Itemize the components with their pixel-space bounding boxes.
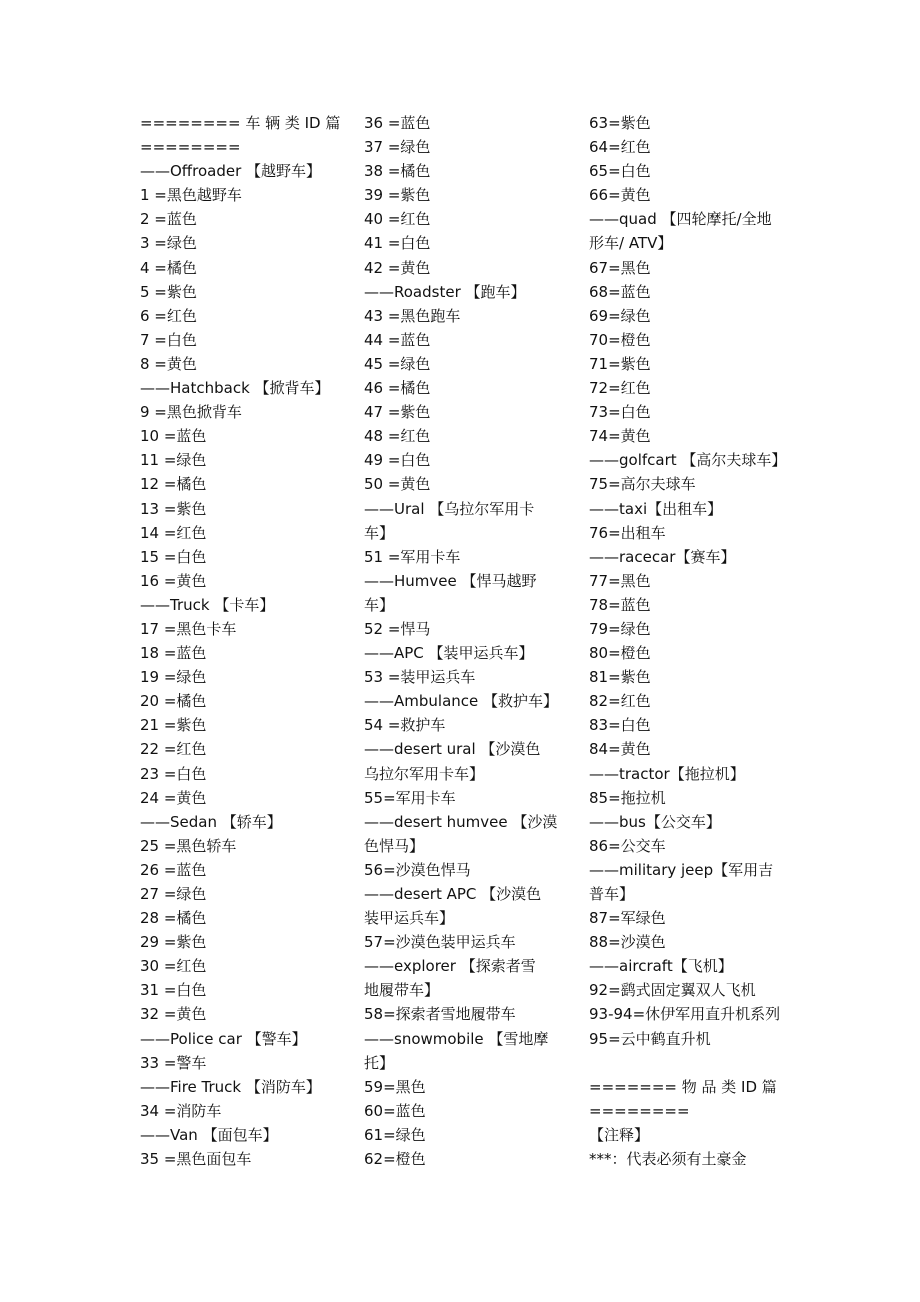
text-line: ——desert humvee 【沙漠 [364,812,558,831]
text-line: ——Sedan 【轿车】 [140,812,282,831]
text-line: ——Humvee 【悍马越野 [364,571,537,590]
text-line: ***：代表必须有土豪金 [589,1150,747,1169]
text-line: 92=鹞式固定翼双人飞机 [589,981,756,1000]
text-line: 45 =绿色 [364,354,431,373]
text-line: 9 =黑色掀背车 [140,403,242,422]
text-line: 装甲运兵车】 [364,909,455,928]
text-line: ======== 车 辆 类 ID 篇 [140,114,340,132]
text-line: 78=蓝色 [589,595,651,614]
text-line: 16 =黄色 [140,571,207,590]
text-line: 24 =黄色 [140,788,207,807]
text-line: 39 =紫色 [364,186,431,205]
text-line [589,1051,794,1075]
text-line: 61=绿色 [364,1125,426,1144]
text-line: 53 =装甲运兵车 [364,668,476,687]
text-line: 5 =紫色 [140,282,197,301]
text-column-1 [140,111,340,1171]
text-line: 87=军绿色 [589,909,666,928]
text-line: 11 =绿色 [140,451,207,470]
text-line: ======== [140,138,241,157]
text-line: 51 =军用卡车 [364,547,461,566]
text-line: 85=拖拉机 [589,788,666,807]
text-line: 28 =橘色 [140,909,207,928]
text-line: 81=紫色 [589,668,651,687]
text-line: 38 =橘色 [364,162,431,181]
text-line: 普车】 [589,885,635,903]
text-line: 20 =橘色 [140,692,207,711]
text-column-2 [364,111,564,1171]
text-line: 26 =蓝色 [140,860,207,879]
text-line: 色悍马】 [364,836,425,855]
text-line: 21 =紫色 [140,716,207,735]
text-line: 55=军用卡车 [364,788,456,807]
text-line: ——Truck 【卡车】 [140,595,275,614]
text-line: 8 =黄色 [140,354,197,373]
text-column-3 [589,111,794,1171]
text-line: 64=红色 [589,138,651,157]
text-line: 4 =橘色 [140,258,197,277]
text-line: 18 =蓝色 [140,644,207,663]
text-line: 68=蓝色 [589,282,651,301]
text-line: 车】 [364,523,395,542]
text-line: 52 =悍马 [364,619,431,638]
text-line: ——Police car 【警车】 [140,1029,307,1048]
text-line: 30 =红色 [140,957,207,976]
text-line: ——aircraft【飞机】 [589,957,733,976]
text-line: 62=橙色 [364,1150,426,1169]
text-line: 74=黄色 [589,427,651,446]
text-line: 40 =红色 [364,210,431,229]
text-line: 80=橙色 [589,644,651,663]
text-line: 71=紫色 [589,354,651,373]
text-line: 19 =绿色 [140,668,207,687]
text-line: 93-94=休伊军用直升机系列 [589,1005,781,1024]
text-line: 14 =红色 [140,523,207,542]
text-line: ======== [589,1101,690,1120]
text-line: 34 =消防车 [140,1101,222,1120]
text-line: 59=黑色 [364,1077,426,1096]
text-line: 6 =红色 [140,306,197,325]
text-line: 形车/ ATV】 [589,234,673,253]
text-line: 36 =蓝色 [364,114,431,132]
text-line: ——desert ural 【沙漠色 [364,740,541,759]
text-line: 41 =白色 [364,234,431,253]
text-line: 35 =黑色面包车 [140,1150,252,1169]
text-line: ——golfcart 【高尔夫球车】 [589,451,787,470]
text-line: 47 =紫色 [364,403,431,422]
text-line: 17 =黑色卡车 [140,619,237,638]
text-line: 56=沙漠色悍马 [364,860,471,879]
text-line: 82=红色 [589,692,651,711]
text-line: 84=黄色 [589,740,651,759]
text-line: ——Ambulance 【救护车】 [364,692,559,711]
text-line: ——racecar【赛车】 [589,547,736,566]
text-line: 48 =红色 [364,427,431,446]
text-line: ——Van 【面包车】 [140,1125,278,1144]
text-line: 46 =橘色 [364,379,431,398]
text-line: 50 =黄色 [364,475,431,494]
text-line: ——snowmobile 【雪地摩 [364,1029,549,1048]
text-line: ——Fire Truck 【消防车】 [140,1077,321,1096]
text-line: 15 =白色 [140,547,207,566]
text-line: 【注释】 [589,1125,650,1144]
text-line: 10 =蓝色 [140,427,207,446]
text-line: 44 =蓝色 [364,330,431,349]
text-line: 77=黑色 [589,571,651,590]
text-line: 70=橙色 [589,330,651,349]
text-line: 95=云中鹤直升机 [589,1029,711,1048]
text-line: ——Offroader 【越野车】 [140,162,322,181]
text-line: 23 =白色 [140,764,207,783]
text-line: ——quad 【四轮摩托/全地 [589,210,772,229]
text-line: 60=蓝色 [364,1101,426,1120]
text-line: 63=紫色 [589,114,651,132]
text-line: ——Hatchback 【掀背车】 [140,379,330,398]
text-line: 车】 [364,595,395,614]
text-line: 49 =白色 [364,451,431,470]
text-line: ——taxi【出租车】 [589,499,723,518]
text-line: 69=绿色 [589,306,651,325]
text-line: 托】 [364,1053,395,1072]
text-line: 65=白色 [589,162,651,181]
text-line: 2 =蓝色 [140,210,197,229]
text-line: ——desert APC 【沙漠色 [364,885,542,903]
text-line: 33 =警车 [140,1053,207,1072]
text-line: 7 =白色 [140,330,197,349]
text-line: ——explorer 【探索者雪 [364,957,536,976]
text-line: 57=沙漠色装甲运兵车 [364,933,516,952]
text-line: 乌拉尔军用卡车】 [364,764,485,783]
text-line: 31 =白色 [140,981,207,1000]
text-line: ——APC 【装甲运兵车】 [364,644,534,663]
text-line: ——military jeep【军用吉 [589,860,774,879]
text-line: 72=红色 [589,379,651,398]
text-line: 27 =绿色 [140,885,207,903]
text-line: ——tractor【拖拉机】 [589,764,745,783]
text-line: ——bus【公交车】 [589,812,721,831]
text-line: 37 =绿色 [364,138,431,157]
text-line: 83=白色 [589,716,651,735]
text-line: 1 =黑色越野车 [140,186,242,205]
text-line: 32 =黄色 [140,1005,207,1024]
text-line: 3 =绿色 [140,234,197,253]
text-line: 67=黑色 [589,258,651,277]
text-line: 29 =紫色 [140,933,207,952]
text-line: 12 =橘色 [140,475,207,494]
text-line: 88=沙漠色 [589,933,666,952]
text-line: ——Roadster 【跑车】 [364,282,526,301]
text-line: 58=探索者雪地履带车 [364,1005,516,1024]
text-line: 79=绿色 [589,619,651,638]
text-line: 42 =黄色 [364,258,431,277]
text-line: 地履带车】 [364,981,440,1000]
text-line: 13 =紫色 [140,499,207,518]
text-line: 73=白色 [589,403,651,422]
text-line: 75=高尔夫球车 [589,475,696,494]
text-line: 66=黄色 [589,186,651,205]
text-line: ======= 物 品 类 ID 篇 [589,1077,777,1096]
text-line: 22 =红色 [140,740,207,759]
text-line: 76=出租车 [589,523,666,542]
text-line: ——Ural 【乌拉尔军用卡 [364,499,535,518]
text-line: 86=公交车 [589,836,666,855]
text-line: 43 =黑色跑车 [364,306,461,325]
text-line: 25 =黑色轿车 [140,836,237,855]
text-line: 54 =救护车 [364,716,446,735]
